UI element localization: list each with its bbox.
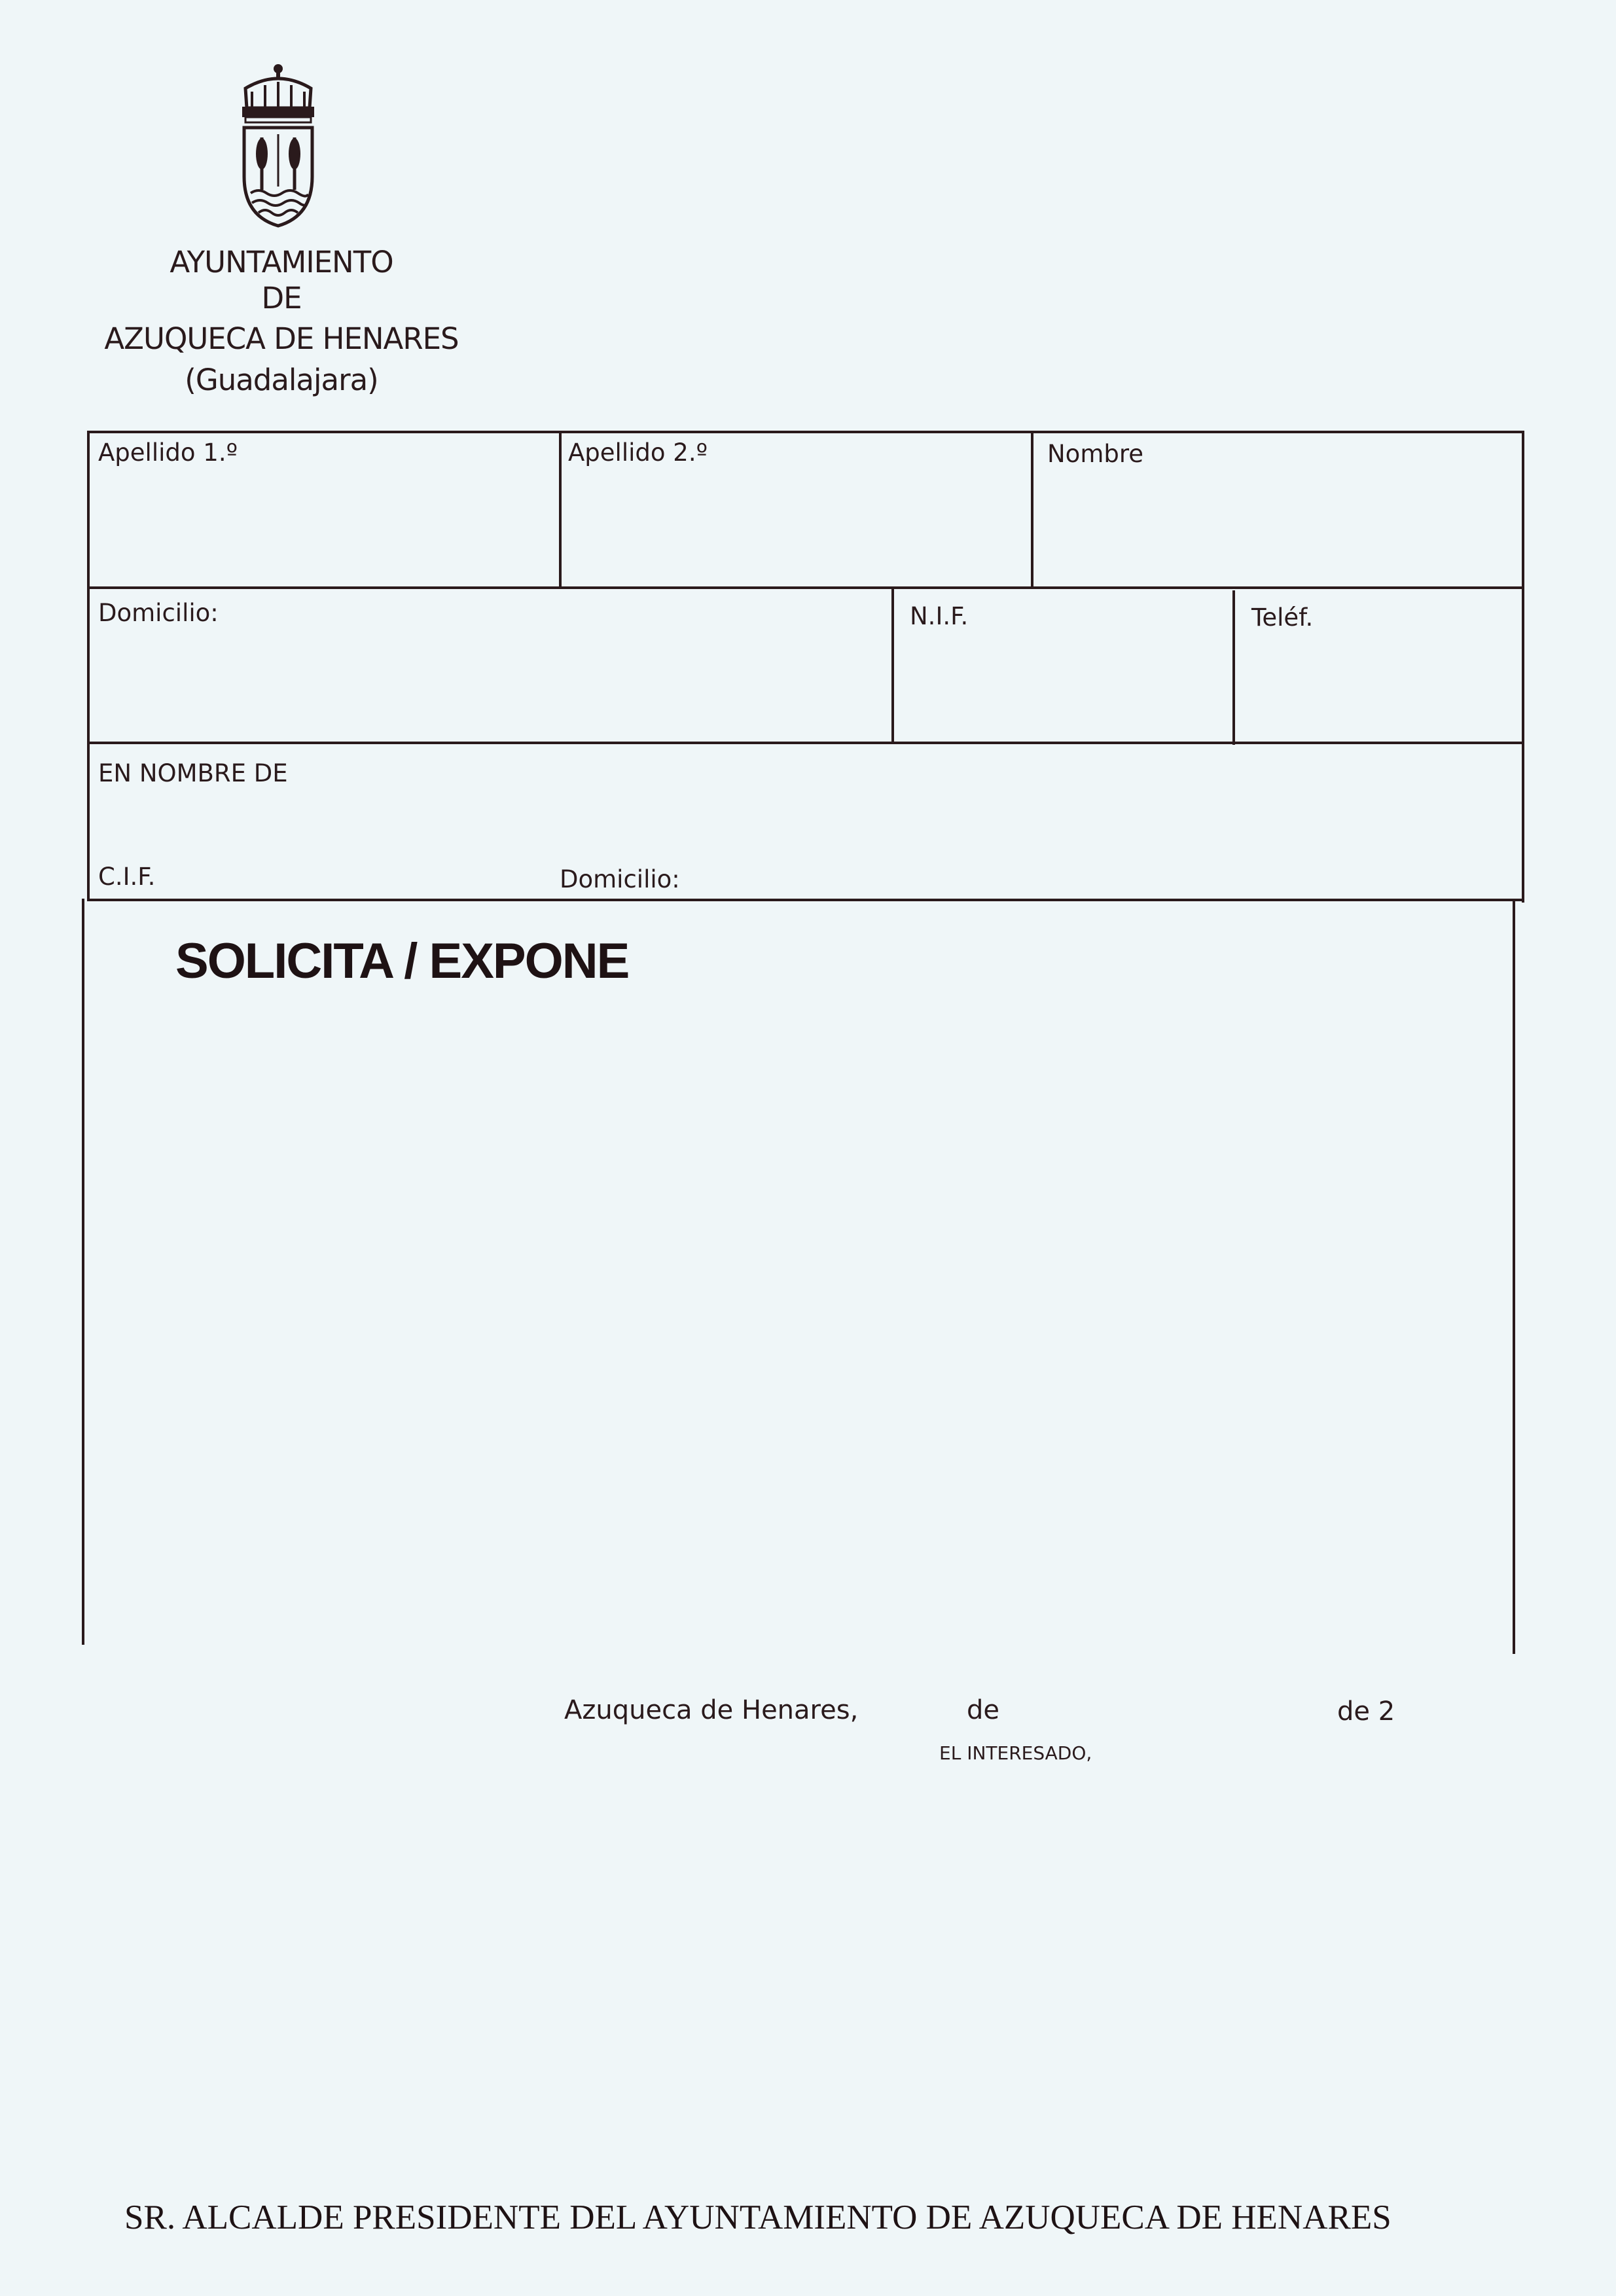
nombre-label: Nombre [1047, 440, 1144, 468]
coat-of-arms-logo [232, 62, 324, 229]
date-de-2: de 2 [1337, 1696, 1395, 1727]
form-divider-row1-a [559, 432, 562, 588]
form-border-top [87, 431, 1524, 433]
solicita-expone-heading: SOLICITA / EXPONE [175, 933, 629, 989]
en-nombre-de-label: EN NOMBRE DE [98, 759, 288, 787]
domicilio2-label: Domicilio: [560, 865, 680, 893]
addressee-footer: SR. ALCALDE PRESIDENTE DEL AYUNTAMIENTO DE AZUQUECA DE HENARES [124, 2198, 1392, 2236]
interesado-label: EL INTERESADO, [939, 1742, 1092, 1764]
form-border-right-row1 [1522, 433, 1524, 592]
form-border-right-row2 [1522, 589, 1524, 747]
crest-icon [232, 62, 324, 229]
form-border-left-main [82, 899, 84, 1645]
form-divider-row2-a [891, 589, 894, 744]
form-border-left-row3 [87, 742, 90, 899]
apellido1-label: Apellido 1.º [98, 439, 238, 467]
place-text: Azuqueca de Henares, [564, 1695, 859, 1725]
form-line-row3-bottom [87, 899, 1524, 901]
apellido2-label: Apellido 2.º [568, 439, 708, 467]
org-name-line3: AZUQUECA DE HENARES [104, 321, 459, 356]
org-name-line4: (Guadalajara) [185, 363, 378, 397]
cif-label: C.I.F. [98, 863, 156, 891]
form-border-right-row3 [1522, 744, 1524, 903]
form-border-left-row2 [87, 586, 90, 742]
form-border-left-row1 [87, 431, 90, 588]
form-line-row2-bottom [87, 742, 1524, 744]
telef-label: Teléf. [1251, 603, 1314, 632]
domicilio-label: Domicilio: [98, 599, 219, 627]
form-line-row1-bottom [87, 586, 1524, 589]
org-name-line1: AYUNTAMIENTO [170, 245, 393, 279]
form-divider-row1-b [1031, 433, 1033, 589]
nif-label: N.I.F. [910, 602, 969, 630]
form-divider-row2-b [1232, 590, 1235, 745]
form-border-right-main [1513, 901, 1515, 1654]
date-de-1: de [967, 1695, 999, 1725]
org-name-line2: DE [261, 281, 302, 315]
